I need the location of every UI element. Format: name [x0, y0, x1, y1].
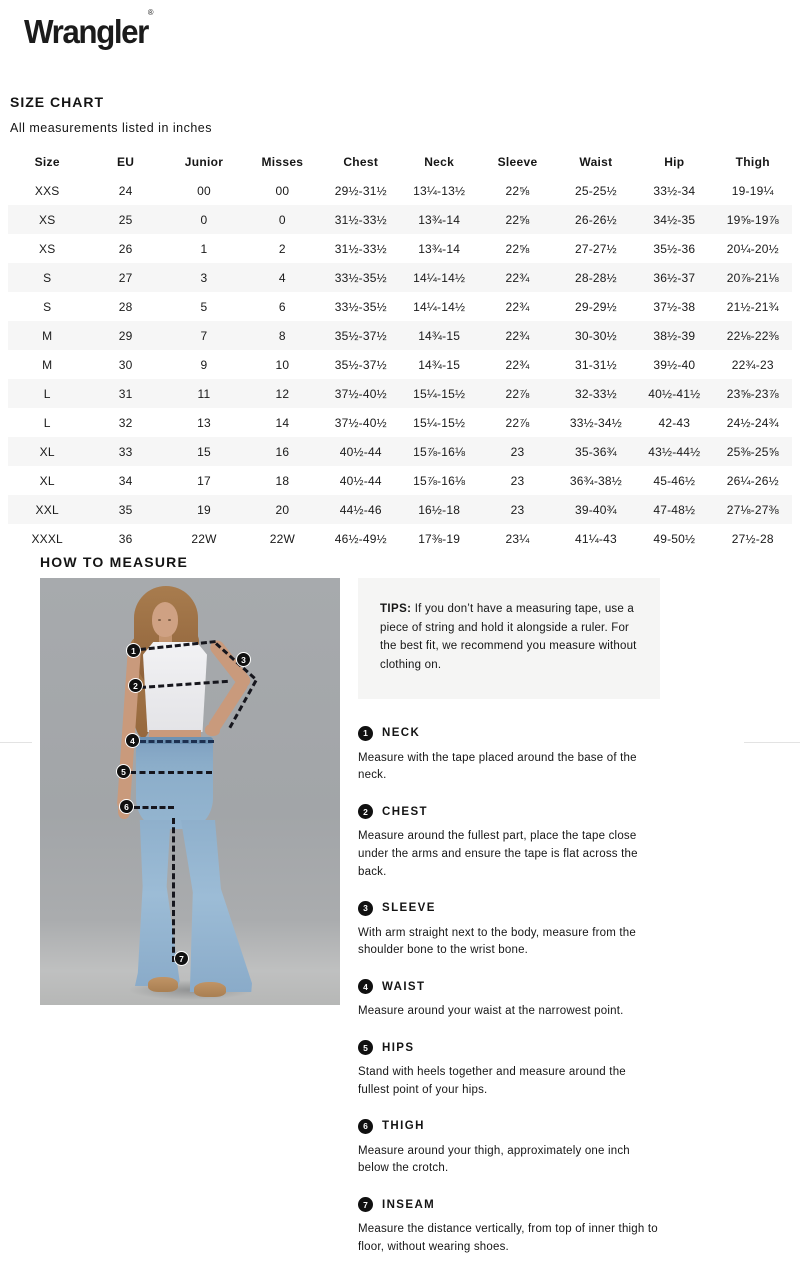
table-cell: L: [43, 415, 51, 430]
step-description: Measure with the tape placed around the base of the neck.: [358, 751, 637, 782]
table-cell: 24: [118, 183, 133, 198]
table-cell: 15⅞-16⅛: [413, 444, 466, 459]
table-cell: 13¼-13½: [413, 183, 466, 198]
table-row: [8, 234, 792, 263]
table-cell: 26-26½: [574, 212, 617, 227]
table-cell: 20⅞-21⅛: [726, 270, 779, 285]
table-row: [8, 466, 792, 495]
table-cell: 3: [200, 270, 208, 285]
step-label: THIGH: [382, 1120, 425, 1133]
figure-marker: 6: [119, 799, 134, 814]
column-header: Junior: [184, 155, 224, 169]
step-label: HIPS: [382, 1041, 415, 1054]
table-row: [8, 321, 792, 350]
table-cell: 22W: [269, 531, 295, 546]
table-cell: 21½-21¾: [726, 299, 779, 314]
table-cell: XL: [39, 473, 55, 488]
table-cell: 39½-40: [653, 357, 696, 372]
column-header: Chest: [343, 155, 379, 169]
table-cell: 15: [197, 444, 211, 459]
table-row: [8, 524, 792, 553]
table-row: [8, 176, 792, 205]
measure-step: [358, 804, 660, 881]
size-chart-title: SIZE CHART: [10, 94, 104, 110]
measure-step-header: [358, 1197, 660, 1212]
size-table-head: [8, 148, 792, 176]
table-cell: 22¾: [505, 328, 530, 343]
table-cell: 35½-37½: [334, 328, 387, 343]
table-row: [8, 263, 792, 292]
size-table-head-row: [8, 148, 792, 176]
table-cell: 31-31½: [574, 357, 617, 372]
table-cell: 22W: [191, 531, 217, 546]
table-cell: XXL: [35, 502, 59, 517]
table-cell: 4: [278, 270, 286, 285]
column-header: Thigh: [735, 155, 770, 169]
waist-measure-line: [140, 740, 214, 743]
measure-step: [358, 1119, 660, 1179]
step-label: INSEAM: [382, 1198, 436, 1211]
measure-step: [358, 979, 660, 1021]
column-header: EU: [116, 155, 135, 169]
wrangler-logo-text: Wrangler: [24, 13, 148, 50]
measure-step-header: [358, 726, 660, 741]
table-cell: 9: [200, 357, 208, 372]
table-cell: 29: [118, 328, 133, 343]
table-cell: 30-30½: [574, 328, 617, 343]
figure-marker: 7: [174, 951, 189, 966]
table-cell: 37½-40½: [334, 415, 387, 430]
table-cell: 22⅝: [505, 241, 530, 256]
table-cell: 15¼-15½: [413, 386, 466, 401]
size-table-body: [8, 176, 792, 553]
table-cell: 46½-49½: [334, 531, 387, 546]
table-cell: 22⅞: [505, 386, 530, 401]
step-number-badge: 3: [358, 901, 373, 916]
table-cell: 23: [510, 444, 525, 459]
tips-body: If you don’t have a measuring tape, use a piece of string and hold it alongside a ruler. For the best fit, we recommend you measure without clothing on.: [380, 603, 637, 671]
step-number-badge: 2: [358, 804, 373, 819]
thigh-measure-line: [134, 806, 174, 809]
measure-step: [358, 1040, 660, 1100]
table-cell: 26¼-26½: [726, 473, 779, 488]
table-cell: 16½-18: [418, 502, 461, 517]
table-cell: 14¾-15: [418, 357, 461, 372]
table-cell: 28: [118, 299, 133, 314]
table-cell: 34: [118, 473, 133, 488]
table-cell: 33: [118, 444, 133, 459]
table-cell: 13¾-14: [418, 212, 461, 227]
table-cell: 25⅜-25⅝: [726, 444, 779, 459]
table-cell: 20¼-20½: [726, 241, 779, 256]
table-cell: 11: [197, 386, 211, 401]
table-cell: 23: [510, 473, 525, 488]
table-cell: 14¼-14½: [413, 299, 466, 314]
table-cell: 10: [275, 357, 290, 372]
table-cell: 37½-40½: [334, 386, 387, 401]
tips-label: TIPS:: [380, 603, 412, 615]
column-header: Size: [34, 155, 60, 169]
table-cell: XXS: [34, 183, 60, 198]
figure-marker: 5: [116, 764, 131, 779]
table-cell: 00: [275, 183, 290, 198]
table-cell: 22⅞: [505, 415, 530, 430]
model-jeans-hip: [136, 737, 213, 829]
hips-measure-line: [130, 771, 212, 774]
table-cell: 00: [197, 183, 211, 198]
table-row: [8, 350, 792, 379]
step-number-badge: 5: [358, 1040, 373, 1055]
step-description: With arm straight next to the body, measure from the shoulder bone to the wrist bone.: [358, 926, 636, 957]
table-cell: 35-36¾: [574, 444, 617, 459]
size-chart-table: [8, 148, 792, 553]
table-cell: M: [42, 328, 53, 343]
step-number-badge: 1: [358, 726, 373, 741]
table-cell: 25: [118, 212, 133, 227]
measurement-model-photo: [40, 578, 340, 1005]
model-left-shoe: [148, 977, 178, 992]
how-to-measure-title: HOW TO MEASURE: [40, 554, 188, 570]
model-jeans-right-leg: [178, 820, 252, 992]
table-cell: 40½-44: [339, 444, 382, 459]
table-cell: 33½-35½: [334, 299, 387, 314]
table-cell: 40½-41½: [648, 386, 701, 401]
table-cell: XS: [38, 212, 56, 227]
table-cell: 6: [278, 299, 286, 314]
table-cell: 17⅜-19: [418, 531, 461, 546]
step-description: Measure around your waist at the narrowest point.: [358, 1005, 624, 1018]
table-row: [8, 408, 792, 437]
column-header: Neck: [424, 155, 455, 169]
table-cell: 35½-37½: [334, 357, 387, 372]
table-cell: 18: [275, 473, 290, 488]
step-label: SLEEVE: [382, 902, 436, 915]
table-cell: 17: [197, 473, 211, 488]
figure-marker: 3: [236, 652, 251, 667]
table-row: [8, 205, 792, 234]
table-cell: 16: [275, 444, 290, 459]
table-cell: 30: [118, 357, 133, 372]
figure-marker: 1: [126, 643, 141, 658]
table-cell: 0: [278, 212, 286, 227]
step-description: Stand with heels together and measure around the fullest point of your hips.: [358, 1066, 626, 1096]
table-cell: XL: [39, 444, 55, 459]
table-cell: 45-46½: [653, 473, 696, 488]
table-cell: 36: [118, 531, 133, 546]
step-description: Measure around your thigh, approximately one inch below the crotch.: [358, 1144, 630, 1175]
step-description: Measure around the fullest part, place the tape close under the arms and ensure the tape is flat across the back.: [358, 830, 638, 878]
measure-step-header: [358, 901, 660, 916]
table-cell: 40½-44: [339, 473, 382, 488]
inseam-measure-line: [172, 818, 175, 962]
step-number-badge: 4: [358, 979, 373, 994]
table-cell: 29-29½: [574, 299, 617, 314]
table-cell: 35½-36: [653, 241, 696, 256]
column-header: Waist: [579, 155, 613, 169]
table-cell: 36¾-38½: [569, 473, 622, 488]
table-row: [8, 495, 792, 524]
step-label: WAIST: [382, 980, 426, 993]
table-cell: 12: [275, 386, 290, 401]
table-cell: 20: [275, 502, 290, 517]
table-cell: 19: [197, 502, 211, 517]
table-cell: XS: [38, 241, 56, 256]
tips-box: [358, 578, 660, 699]
table-cell: S: [43, 299, 52, 314]
table-cell: 23: [510, 502, 525, 517]
measure-step: [358, 901, 660, 961]
measure-step: [358, 726, 660, 786]
table-cell: 7: [200, 328, 208, 343]
measure-instructions-column: [358, 578, 660, 1276]
table-cell: 14¾-15: [418, 328, 461, 343]
table-cell: 35: [118, 502, 133, 517]
model-eye: [158, 619, 161, 621]
divider-line-right: [744, 742, 800, 743]
table-cell: 34½-35: [653, 212, 696, 227]
measure-step-header: [358, 1040, 660, 1055]
table-cell: 42-43: [658, 415, 691, 430]
measure-step: [358, 1197, 660, 1257]
column-header: Hip: [664, 155, 685, 169]
measure-step-header: [358, 1119, 660, 1134]
divider-line-left: [0, 742, 32, 743]
table-cell: 39-40¾: [574, 502, 617, 517]
measure-steps: [358, 726, 660, 1257]
table-cell: 41¼-43: [574, 531, 617, 546]
table-cell: 23¼: [505, 531, 530, 546]
table-cell: 14: [275, 415, 290, 430]
figure-marker: 2: [128, 678, 143, 693]
table-cell: 1: [200, 241, 208, 256]
table-cell: 27⅛-27⅜: [726, 502, 779, 517]
table-cell: 38½-39: [653, 328, 696, 343]
table-cell: 36½-37: [653, 270, 696, 285]
table-cell: 37½-38: [653, 299, 696, 314]
table-cell: 43½-44½: [648, 444, 701, 459]
table-cell: 24½-24¾: [726, 415, 779, 430]
table-cell: 19-19¼: [731, 183, 774, 198]
table-cell: 29½-31½: [334, 183, 387, 198]
figure-marker: 4: [125, 733, 140, 748]
table-cell: 44½-46: [339, 502, 382, 517]
table-cell: 5: [200, 299, 208, 314]
table-cell: 32-33½: [574, 386, 617, 401]
step-number-badge: 7: [358, 1197, 373, 1212]
table-cell: M: [42, 357, 53, 372]
table-cell: 33½-35½: [334, 270, 387, 285]
table-cell: 27-27½: [574, 241, 617, 256]
table-cell: 8: [278, 328, 286, 343]
table-cell: XXXL: [31, 531, 63, 546]
table-cell: 22¾: [505, 357, 530, 372]
table-cell: 31: [118, 386, 133, 401]
step-label: NECK: [382, 727, 421, 739]
model-right-shoe: [194, 982, 226, 997]
table-row: [8, 292, 792, 321]
table-cell: L: [43, 386, 51, 401]
table-cell: 31½-33½: [334, 212, 387, 227]
table-cell: 47-48½: [653, 502, 696, 517]
table-cell: 13: [197, 415, 211, 430]
column-header: Sleeve: [497, 155, 538, 169]
model-eye: [168, 619, 171, 621]
table-cell: 15⅞-16⅛: [413, 473, 466, 488]
table-cell: 0: [200, 212, 208, 227]
measure-step-header: [358, 979, 660, 994]
step-label: CHEST: [382, 805, 428, 818]
wrangler-logo: [24, 8, 154, 51]
table-cell: 22¾: [505, 270, 530, 285]
table-cell: 32: [118, 415, 133, 430]
table-cell: 49-50½: [653, 531, 696, 546]
table-cell: 22⅝: [505, 183, 530, 198]
size-chart-subtitle: All measurements listed in inches: [10, 121, 212, 135]
table-cell: 33½-34½: [569, 415, 622, 430]
table-cell: 22⅛-22⅜: [726, 328, 779, 343]
column-header: Misses: [261, 155, 304, 169]
table-cell: 22⅝: [505, 212, 530, 227]
table-cell: 33½-34: [653, 183, 696, 198]
table-row: [8, 379, 792, 408]
table-cell: 2: [278, 241, 286, 256]
table-row: [8, 437, 792, 466]
table-cell: 14¼-14½: [413, 270, 466, 285]
table-cell: 28-28½: [574, 270, 617, 285]
table-cell: 27: [118, 270, 133, 285]
table-cell: 19⅝-19⅞: [726, 212, 779, 227]
model-right-hand: [205, 724, 220, 736]
step-description: Measure the distance vertically, from top of inner thigh to floor, without wearing shoes.: [358, 1223, 658, 1254]
table-cell: 13¾-14: [418, 241, 461, 256]
tips-text: [380, 600, 640, 675]
table-cell: 27½-28: [731, 531, 774, 546]
table-cell: 22¾: [505, 299, 530, 314]
table-cell: 25-25½: [574, 183, 617, 198]
table-cell: 26: [118, 241, 133, 256]
table-cell: 22¾-23: [731, 357, 774, 372]
table-cell: S: [43, 270, 52, 285]
step-number-badge: 6: [358, 1119, 373, 1134]
model-face: [152, 602, 178, 637]
table-cell: 31½-33½: [334, 241, 387, 256]
measure-step-header: [358, 804, 660, 819]
table-cell: 23⅝-23⅞: [726, 386, 779, 401]
table-cell: 15¼-15½: [413, 415, 466, 430]
trademark-symbol: ®: [147, 8, 154, 17]
